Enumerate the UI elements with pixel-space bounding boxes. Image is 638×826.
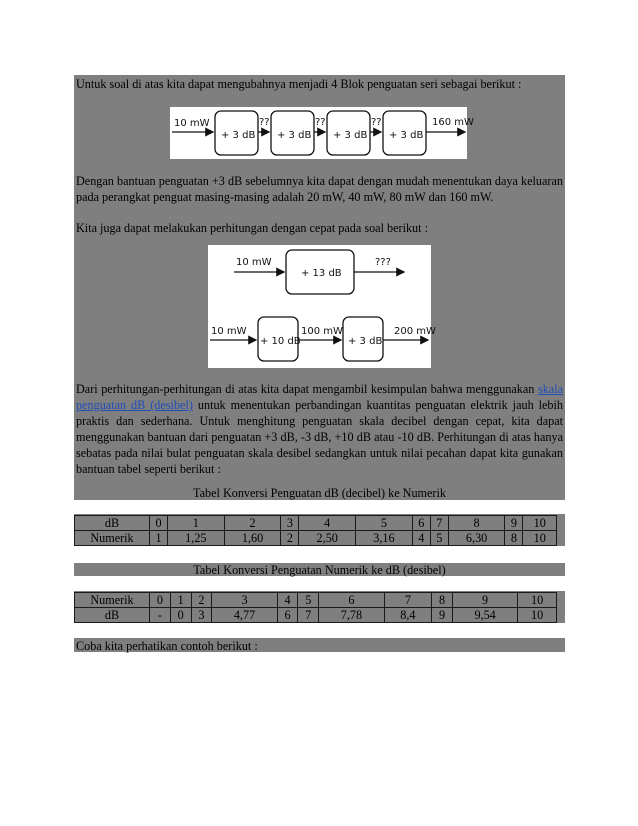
intro-paragraph: Untuk soal di atas kita dapat mengubahnya menjadi 4 Blok penguatan seri sebagai berikut :	[76, 77, 522, 91]
table-row	[75, 608, 557, 623]
fig2-bottom-input-label: 10 mW	[211, 326, 247, 337]
table-row	[75, 516, 557, 531]
fig1-block-3-label: + 3 dB	[333, 130, 368, 141]
table-cell: 6	[412, 516, 430, 531]
paragraph-output-powers: Dengan bantuan penguatan +3 dB sebelumnya kita dapat dengan mudah menentukan daya keluaran pada perangkat penguat masing-masing adalah 20 mW, 40 mW, 80 mW dan 160 mW.	[76, 174, 563, 204]
table-cell: 0	[150, 516, 168, 531]
table-row	[75, 531, 557, 546]
table-cell: 7	[384, 593, 432, 608]
table-cell: 5	[298, 593, 319, 608]
table-cell: 9	[432, 608, 453, 623]
paragraph-quick-calc: Kita juga dapat melakukan perhitungan dengan cepat pada soal berikut :	[76, 221, 428, 235]
table-cell: 2	[191, 593, 212, 608]
conclusion-text-start: Dari perhitungan-perhitungan di atas kita dapat mengambil kesimpulan bahwa menggunakan	[76, 382, 538, 396]
figure-series-blocks	[170, 107, 474, 159]
table-cell: 2,50	[299, 531, 356, 546]
paragraph-conclusion	[76, 381, 563, 477]
table-cell: 2	[224, 516, 281, 531]
table-cell: 4,77	[212, 608, 277, 623]
table2-caption: Tabel Konversi Penguatan Numerik ke dB (desibel)	[193, 563, 446, 577]
fig2-bottom-mid-label: 100 mW	[301, 326, 343, 337]
table-cell: Numerik	[75, 531, 150, 546]
table-cell: 4	[412, 531, 430, 546]
table-row	[75, 593, 557, 608]
fig1-block-4-label: + 3 dB	[389, 130, 424, 141]
table-cell: 6	[319, 593, 384, 608]
table-cell: -	[150, 608, 171, 623]
desibel-scale-link[interactable]: skala penguatan dB (desibel)	[76, 382, 563, 412]
table-cell: 3	[212, 593, 277, 608]
figure-gain-comparison	[208, 245, 436, 368]
table-cell: 1	[170, 593, 191, 608]
conclusion-text-end: untuk menentukan perbandingan kuantitas penguatan elektrik jauh lebih praktis dan sederhana. Untuk menghitung penguatan skala decibel dengan cepat, kita dapat menggunakan bantuan dari penguatan +3 dB, -3 dB, +10 dB atau -10 dB. Perhitungan di atas hanya sebatas pada nilai bulat penguatan skala desibel sedangkan untuk nilai pecahan dapat kita gunakan bantuan tabel seperti berikut :	[76, 398, 564, 476]
fig1-output-label: 160 mW	[432, 117, 474, 128]
table-cell: Numerik	[75, 593, 150, 608]
table-cell: 1	[168, 516, 225, 531]
fig1-input-label: 10 mW	[174, 118, 210, 129]
fig2-bottom-gain2-label: + 3 dB	[348, 336, 383, 347]
fig2-top-gain-label: + 13 dB	[301, 268, 342, 279]
table-cell: 3,16	[356, 531, 413, 546]
table-cell: 7	[430, 516, 448, 531]
fig1-unknown-2: ??	[315, 117, 326, 128]
table-cell: 4	[277, 593, 298, 608]
table-cell: 8	[448, 516, 505, 531]
table-cell: 1,25	[168, 531, 225, 546]
table-cell: 9	[452, 593, 517, 608]
table-cell: 8	[505, 531, 523, 546]
fig1-block-1-label: + 3 dB	[221, 130, 256, 141]
table-cell: 8	[432, 593, 453, 608]
table-cell: dB	[75, 608, 150, 623]
fig1-unknown-3: ??	[371, 117, 382, 128]
table-cell: dB	[75, 516, 150, 531]
table-cell: 10	[518, 608, 557, 623]
table-numeric-to-db	[74, 592, 557, 623]
fig2-bottom-output-label: 200 mW	[394, 326, 436, 337]
table-cell: 9	[505, 516, 523, 531]
table-cell: 1,60	[224, 531, 281, 546]
table-cell: 5	[356, 516, 413, 531]
table-cell: 2	[281, 531, 299, 546]
table-cell: 6,30	[448, 531, 505, 546]
table-cell: 5	[430, 531, 448, 546]
table-cell: 4	[299, 516, 356, 531]
table-cell: 6	[277, 608, 298, 623]
table-cell: 8,4	[384, 608, 432, 623]
table-cell: 3	[281, 516, 299, 531]
table-cell: 10	[523, 516, 557, 531]
table-cell: 0	[170, 608, 191, 623]
table-cell: 7,78	[319, 608, 384, 623]
table-cell: 3	[191, 608, 212, 623]
fig1-unknown-1: ??	[259, 117, 270, 128]
table-cell: 10	[518, 593, 557, 608]
table-db-to-numeric	[74, 515, 557, 546]
fig2-bottom-gain1-label: + 10 dB	[260, 336, 301, 347]
table1-caption: Tabel Konversi Penguatan dB (decibel) ke Numerik	[193, 486, 446, 500]
table-cell: 1	[150, 531, 168, 546]
table-cell: 7	[298, 608, 319, 623]
fig2-top-output-label: ???	[375, 257, 391, 268]
fig1-block-2-label: + 3 dB	[277, 130, 312, 141]
table-cell: 10	[523, 531, 557, 546]
closing-paragraph: Coba kita perhatikan contoh berikut :	[76, 639, 258, 653]
fig2-top-input-label: 10 mW	[236, 257, 272, 268]
table-cell: 9,54	[452, 608, 517, 623]
table-cell: 0	[150, 593, 171, 608]
